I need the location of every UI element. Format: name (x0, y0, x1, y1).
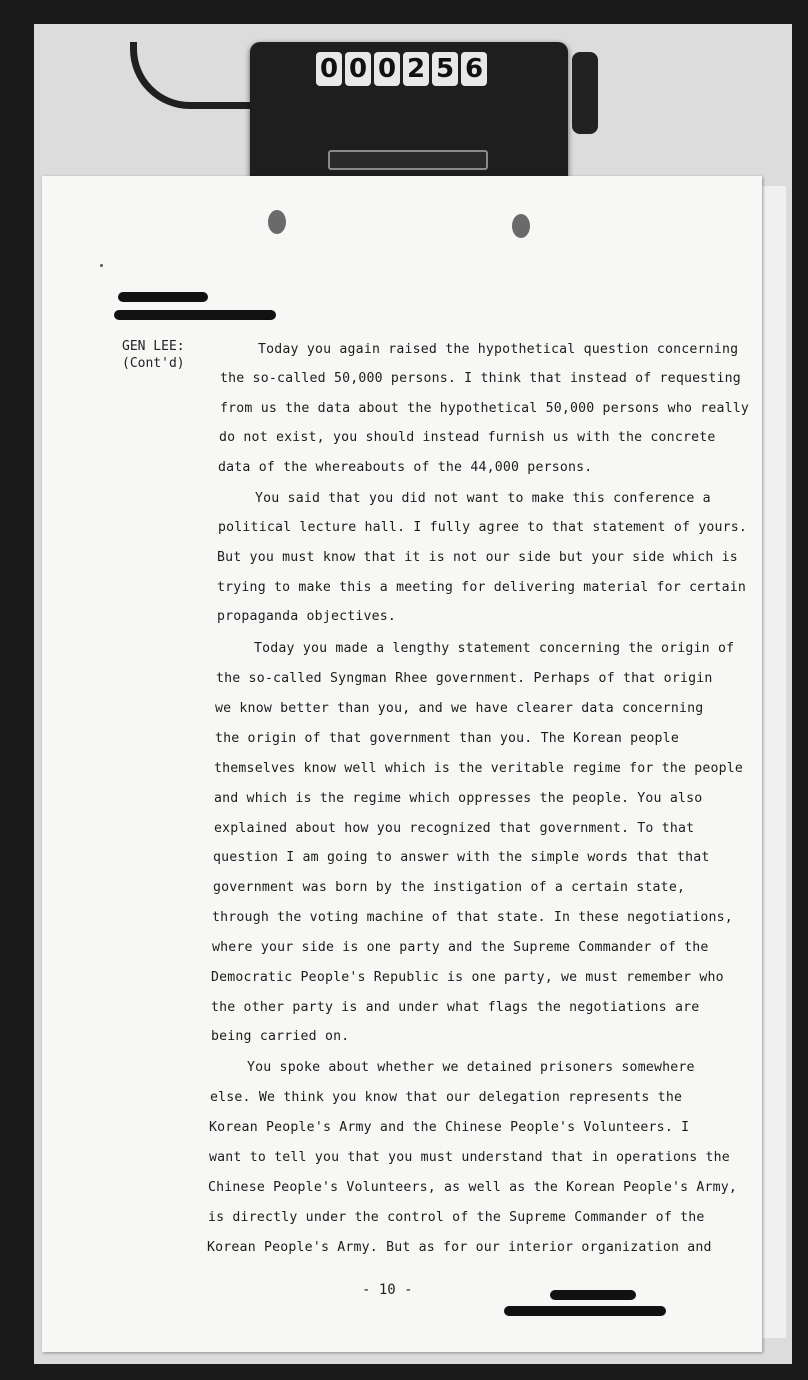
text-line: themselves know well which is the veritable regime for the people (214, 761, 744, 776)
redaction-bar (504, 1306, 666, 1316)
text-line: Korean People's Army. But as for our interior organization and (207, 1240, 712, 1255)
text-line: Korean People's Army and the Chinese People's Volunteers. I (209, 1120, 690, 1135)
text-line: where your side is one party and the Supreme Commander of the (212, 940, 709, 955)
speaker-label (122, 338, 185, 372)
text-line: is directly under the control of the Supreme Commander of the (208, 1210, 705, 1225)
text-line: Today you made a lengthy statement concerning the origin of (254, 641, 735, 656)
text-line: from us the data about the hypothetical 50,000 persons who really (220, 401, 750, 416)
redaction-bar (118, 292, 208, 302)
text-line: government was born by the instigation of a certain state, (213, 880, 686, 895)
speck (100, 264, 103, 267)
text-line: the origin of that government than you. The Korean people (215, 731, 679, 746)
page-number: - 10 - (362, 1282, 413, 1298)
frame-counter (316, 52, 487, 86)
counter-knob (572, 52, 598, 134)
counter-digit: 6 (461, 52, 487, 86)
text-line: Democratic People's Republic is one party, we must remember who (211, 970, 724, 985)
counter-digit: 2 (403, 52, 429, 86)
text-line: we know better than you, and we have clearer data concerning (215, 701, 704, 716)
document-page (42, 176, 762, 1352)
counter-slot (328, 150, 488, 170)
text-line: the so-called Syngman Rhee government. Perhaps of that origin (216, 671, 713, 686)
frame-counter-device (250, 42, 568, 190)
text-line: else. We think you know that our delegation represents the (210, 1090, 683, 1105)
text-line: and which is the regime which oppresses the people. You also (214, 791, 703, 806)
redaction-bar (550, 1290, 636, 1300)
text-line: question I am going to answer with the simple words that that (213, 850, 710, 865)
text-line: being carried on. (211, 1029, 350, 1044)
counter-digit: 0 (345, 52, 371, 86)
text-line: the other party is and under what flags the negotiations are (211, 1000, 700, 1015)
text-line: propaganda objectives. (217, 609, 397, 624)
text-line: political lecture hall. I fully agree to that statement of yours. (218, 520, 748, 535)
text-line: explained about how you recognized that government. To that (214, 821, 695, 836)
text-line: You said that you did not want to make this conference a (255, 491, 711, 506)
counter-cable (130, 42, 267, 109)
counter-digit: 5 (432, 52, 458, 86)
punch-hole (268, 210, 286, 234)
counter-digit: 0 (374, 52, 400, 86)
text-line: data of the whereabouts of the 44,000 persons. (218, 460, 593, 475)
text-line: the so-called 50,000 persons. I think that instead of requesting (220, 371, 741, 386)
text-line: Today you again raised the hypothetical question concerning (258, 342, 739, 357)
text-line: do not exist, you should instead furnish us with the concrete (219, 430, 716, 445)
speaker-name: GEN LEE: (122, 339, 185, 354)
text-line: But you must know that it is not our side but your side which is (217, 550, 738, 565)
text-line: through the voting machine of that state. In these negotiations, (212, 910, 733, 925)
text-line: want to tell you that you must understand that in operations the (209, 1150, 730, 1165)
redaction-bar (114, 310, 276, 320)
speaker-note: (Cont'd) (122, 356, 185, 371)
counter-digit: 0 (316, 52, 342, 86)
punch-hole (512, 214, 530, 238)
text-line: Chinese People's Volunteers, as well as the Korean People's Army, (208, 1180, 738, 1195)
text-line: trying to make this a meeting for delivering material for certain (217, 580, 747, 595)
text-line: You spoke about whether we detained prisoners somewhere (247, 1060, 695, 1075)
